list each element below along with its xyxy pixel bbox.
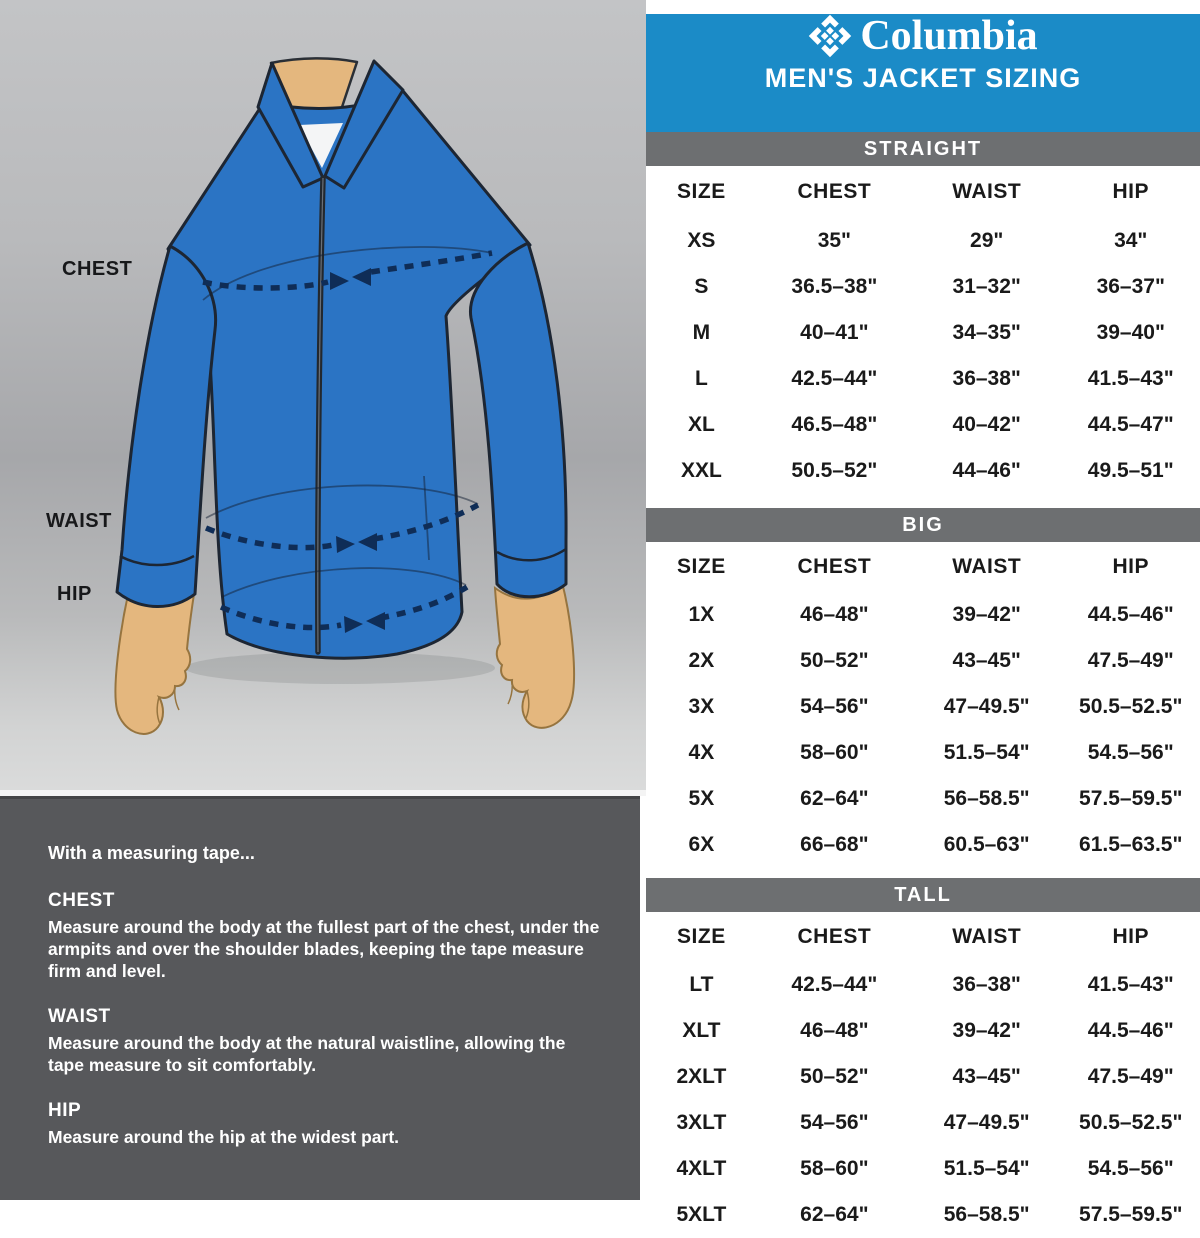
size-cell: LT bbox=[689, 973, 714, 996]
waist-cell: 29" bbox=[970, 229, 1004, 252]
chest-cell: 62–64" bbox=[800, 787, 869, 810]
chest-cell: 35" bbox=[817, 229, 852, 252]
hip-cell: 54.5–56" bbox=[1087, 741, 1174, 764]
table-row bbox=[646, 638, 1200, 684]
column-header-size: SIZE bbox=[677, 925, 726, 948]
chest-cell: 46–48" bbox=[800, 603, 869, 626]
section-header-straight: STRAIGHT bbox=[646, 132, 1200, 166]
size-cell: 3X bbox=[688, 695, 715, 718]
waist-cell: 51.5–54" bbox=[943, 1157, 1030, 1180]
chest-cell: 50–52" bbox=[800, 649, 869, 672]
hip-cell: 44.5–46" bbox=[1087, 603, 1174, 626]
hip-cell: 50.5–52.5" bbox=[1079, 695, 1183, 718]
hip-cell: 54.5–56" bbox=[1087, 1157, 1174, 1180]
chest-measure-label: CHEST bbox=[62, 258, 133, 280]
page-title: MEN'S JACKET SIZING bbox=[764, 63, 1082, 93]
column-header-hip: HIP bbox=[1112, 180, 1149, 203]
size-cell: 4X bbox=[688, 741, 715, 764]
table-row bbox=[646, 776, 1200, 822]
chest-cell: 46.5–48" bbox=[791, 413, 878, 436]
waist-cell: 40–42" bbox=[952, 413, 1021, 436]
chest-cell: 42.5–44" bbox=[791, 973, 878, 996]
size-cell: XL bbox=[687, 413, 715, 436]
column-header-waist: WAIST bbox=[952, 555, 1022, 578]
instruction-text-waist: Measure around the body at the natural waistline, allowing the tape measure to sit comfortably. bbox=[48, 1033, 566, 1075]
measuring-instructions-panel bbox=[0, 796, 640, 1200]
column-header-chest: CHEST bbox=[797, 180, 872, 203]
table-row bbox=[646, 1008, 1200, 1054]
table-row bbox=[646, 1192, 1200, 1238]
size-cell: 6X bbox=[688, 833, 715, 856]
column-header-hip: HIP bbox=[1112, 555, 1149, 578]
hip-cell: 39–40" bbox=[1096, 321, 1165, 344]
table-row bbox=[646, 310, 1200, 356]
chest-cell: 54–56" bbox=[800, 695, 869, 718]
table-row bbox=[646, 264, 1200, 310]
waist-cell: 47–49.5" bbox=[943, 1111, 1030, 1134]
instructions-intro: With a measuring tape... bbox=[48, 843, 255, 863]
chest-cell: 40–41" bbox=[800, 321, 869, 344]
hip-measure-label: HIP bbox=[57, 583, 92, 605]
size-cell: 5XLT bbox=[676, 1203, 727, 1226]
table-row bbox=[646, 1054, 1200, 1100]
hip-cell: 44.5–46" bbox=[1087, 1019, 1174, 1042]
jacket-illustration bbox=[0, 0, 646, 790]
waist-cell: 39–42" bbox=[952, 603, 1021, 626]
chest-cell: 54–56" bbox=[800, 1111, 869, 1134]
jacket-figure-icon bbox=[0, 0, 646, 790]
column-header-hip: HIP bbox=[1112, 925, 1149, 948]
chest-cell: 50–52" bbox=[800, 1065, 869, 1088]
instruction-heading-waist: WAIST bbox=[48, 1006, 111, 1027]
instruction-text-hip: Measure around the hip at the widest part. bbox=[48, 1127, 400, 1147]
table-row bbox=[646, 1100, 1200, 1146]
big-size-table bbox=[646, 542, 1200, 868]
straight-size-table bbox=[646, 166, 1200, 494]
waist-cell: 43–45" bbox=[952, 1065, 1021, 1088]
size-cell: XS bbox=[687, 229, 716, 252]
chest-cell: 58–60" bbox=[800, 1157, 869, 1180]
size-cell: 2X bbox=[688, 649, 715, 672]
table-header-row bbox=[646, 166, 1200, 218]
chest-cell: 66–68" bbox=[800, 833, 869, 856]
size-cell: 2XLT bbox=[676, 1065, 727, 1088]
hip-cell: 41.5–43" bbox=[1087, 367, 1174, 390]
instruction-heading-hip: HIP bbox=[48, 1100, 82, 1121]
column-header-chest: CHEST bbox=[797, 925, 872, 948]
section-header-big: BIG bbox=[646, 508, 1200, 542]
chest-cell: 46–48" bbox=[800, 1019, 869, 1042]
chest-cell: 36.5–38" bbox=[791, 275, 878, 298]
waist-measure-label: WAIST bbox=[46, 510, 112, 532]
size-cell: 5X bbox=[688, 787, 715, 810]
hip-cell: 47.5–49" bbox=[1087, 1065, 1174, 1088]
waist-cell: 56–58.5" bbox=[943, 787, 1030, 810]
size-cell: M bbox=[692, 321, 711, 344]
table-row bbox=[646, 730, 1200, 776]
waist-cell: 43–45" bbox=[952, 649, 1021, 672]
columbia-gem-logo-icon bbox=[808, 14, 852, 58]
chest-cell: 42.5–44" bbox=[791, 367, 878, 390]
size-cell: XLT bbox=[682, 1019, 721, 1042]
table-row bbox=[646, 1146, 1200, 1192]
hip-cell: 34" bbox=[1114, 229, 1148, 252]
table-row bbox=[646, 356, 1200, 402]
waist-cell: 39–42" bbox=[952, 1019, 1021, 1042]
table-row bbox=[646, 962, 1200, 1008]
waist-cell: 36–38" bbox=[952, 367, 1021, 390]
waist-cell: 34–35" bbox=[952, 321, 1021, 344]
brand-header bbox=[646, 14, 1200, 132]
chest-cell: 50.5–52" bbox=[791, 459, 878, 482]
column-header-chest: CHEST bbox=[797, 555, 872, 578]
column-header-waist: WAIST bbox=[952, 180, 1022, 203]
chest-cell: 62–64" bbox=[800, 1203, 869, 1226]
tall-size-table bbox=[646, 912, 1200, 1238]
size-cell: S bbox=[694, 275, 709, 298]
size-cell: L bbox=[694, 367, 708, 390]
hip-cell: 49.5–51" bbox=[1087, 459, 1174, 482]
size-cell: 4XLT bbox=[676, 1157, 727, 1180]
instruction-text-chest: Measure around the body at the fullest part of the chest, under the armpits and over the shoulder blades, keeping the tape measure firm and level. bbox=[48, 917, 600, 981]
size-cell: 3XLT bbox=[676, 1111, 727, 1134]
right-column bbox=[646, 0, 1200, 1226]
chest-cell: 58–60" bbox=[800, 741, 869, 764]
table-header-row bbox=[646, 912, 1200, 962]
hip-cell: 61.5–63.5" bbox=[1079, 833, 1183, 856]
hip-cell: 47.5–49" bbox=[1087, 649, 1174, 672]
brand-name: Columbia bbox=[860, 13, 1038, 59]
size-cell: 1X bbox=[688, 603, 715, 626]
hip-cell: 44.5–47" bbox=[1087, 413, 1174, 436]
table-header-row bbox=[646, 542, 1200, 592]
table-row bbox=[646, 592, 1200, 638]
table-row bbox=[646, 448, 1200, 494]
waist-cell: 56–58.5" bbox=[943, 1203, 1030, 1226]
waist-cell: 51.5–54" bbox=[943, 741, 1030, 764]
column-header-size: SIZE bbox=[677, 180, 726, 203]
table-row bbox=[646, 218, 1200, 264]
column-header-size: SIZE bbox=[677, 555, 726, 578]
size-cell: XXL bbox=[680, 459, 722, 482]
table-row bbox=[646, 822, 1200, 868]
table-row bbox=[646, 402, 1200, 448]
waist-cell: 44–46" bbox=[952, 459, 1021, 482]
hip-cell: 41.5–43" bbox=[1087, 973, 1174, 996]
section-header-tall: TALL bbox=[646, 878, 1200, 912]
hip-cell: 57.5–59.5" bbox=[1079, 1203, 1183, 1226]
waist-cell: 47–49.5" bbox=[943, 695, 1030, 718]
hip-cell: 57.5–59.5" bbox=[1079, 787, 1183, 810]
waist-cell: 36–38" bbox=[952, 973, 1021, 996]
hip-cell: 36–37" bbox=[1096, 275, 1165, 298]
table-row bbox=[646, 684, 1200, 730]
waist-cell: 60.5–63" bbox=[943, 833, 1030, 856]
column-header-waist: WAIST bbox=[952, 925, 1022, 948]
instruction-heading-chest: CHEST bbox=[48, 890, 115, 911]
waist-cell: 31–32" bbox=[952, 275, 1021, 298]
hip-cell: 50.5–52.5" bbox=[1079, 1111, 1183, 1134]
